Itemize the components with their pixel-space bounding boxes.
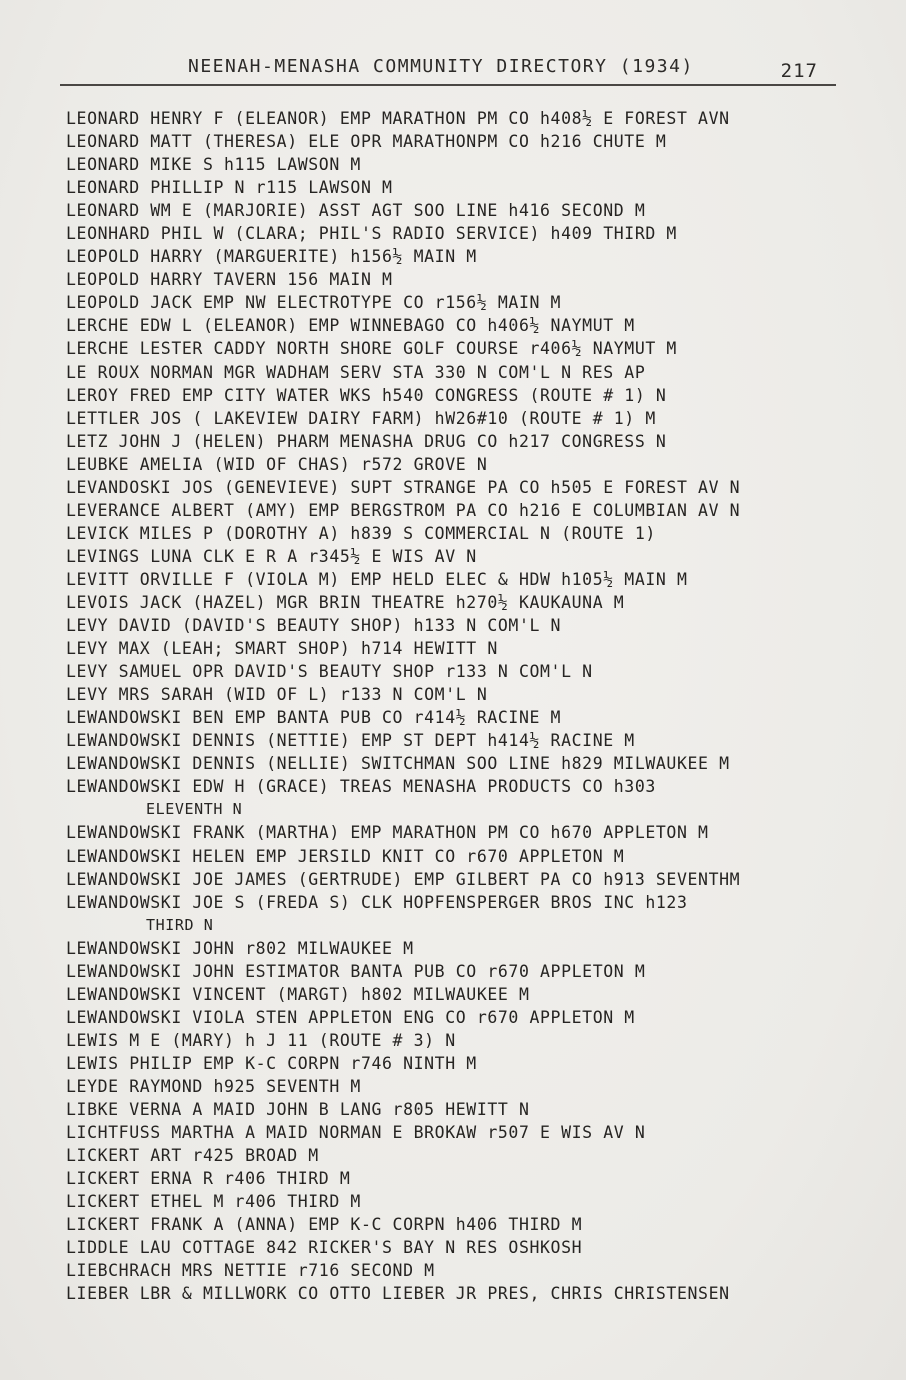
directory-entry: LIEBCHRACH MRS NETTIE r716 SECOND M xyxy=(66,1261,435,1281)
directory-entry: LEVY SAMUEL OPR DAVID'S BEAUTY SHOP r133 N COM'L N xyxy=(66,662,593,682)
directory-entry: LEONARD WM E (MARJORIE) ASST AGT SOO LINE h416 SECOND M xyxy=(66,201,646,221)
directory-entry: LEVOIS JACK (HAZEL) MGR BRIN THEATRE h270½ KAUKAUNA M xyxy=(66,592,625,612)
directory-entry: LEWANDOWSKI JOHN ESTIMATOR BANTA PUB CO r670 APPLETON M xyxy=(66,961,646,981)
directory-entry: LIEBER LBR & MILLWORK CO OTTO LIEBER JR PRES, CHRIS CHRISTENSEN xyxy=(66,1284,730,1304)
directory-entry: LICKERT FRANK A (ANNA) EMP K-C CORPN h406 THIRD M xyxy=(66,1215,583,1235)
directory-entry: LEUBKE AMELIA (WID OF CHAS) r572 GROVE N xyxy=(66,454,488,474)
directory-entry: LEONARD MIKE S h115 LAWSON M xyxy=(66,155,361,175)
directory-entry: LEONARD PHILLIP N r115 LAWSON M xyxy=(66,178,393,198)
directory-entry: LIDDLE LAU COTTAGE 842 RICKER'S BAY N RES OSHKOSH xyxy=(66,1238,583,1258)
page-number: 217 xyxy=(780,60,818,82)
directory-entry: LEVICK MILES P (DOROTHY A) h839 S COMMERCIAL N (ROUTE 1) xyxy=(66,523,656,543)
directory-entry: LEVERANCE ALBERT (AMY) EMP BERGSTROM PA CO h216 E COLUMBIAN AV N xyxy=(66,500,741,520)
directory-entry-continuation: ELEVENTH N xyxy=(146,800,243,819)
directory-entry: LEOPOLD JACK EMP NW ELECTROTYPE CO r156½ MAIN M xyxy=(66,293,562,313)
directory-entry: LEVY MAX (LEAH; SMART SHOP) h714 HEWITT N xyxy=(66,639,498,659)
directory-entry: LEONARD MATT (THERESA) ELE OPR MARATHONPM CO h216 CHUTE M xyxy=(66,132,667,152)
directory-entry: LEOPOLD HARRY TAVERN 156 MAIN M xyxy=(66,270,393,290)
directory-entry: LIBKE VERNA A MAID JOHN B LANG r805 HEWITT N xyxy=(66,1100,530,1120)
directory-entry: LERCHE EDW L (ELEANOR) EMP WINNEBAGO CO h406½ NAYMUT M xyxy=(66,316,635,336)
directory-entry: LEWIS M E (MARY) h J 11 (ROUTE # 3) N xyxy=(66,1030,456,1050)
directory-entry: LEVY DAVID (DAVID'S BEAUTY SHOP) h133 N COM'L N xyxy=(66,616,562,636)
directory-entry: LICHTFUSS MARTHA A MAID NORMAN E BROKAW r507 E WIS AV N xyxy=(66,1123,646,1143)
directory-entry: LEYDE RAYMOND h925 SEVENTH M xyxy=(66,1076,361,1096)
directory-entry: LEVY MRS SARAH (WID OF L) r133 N COM'L N xyxy=(66,685,488,705)
directory-entry: LICKERT ART r425 BROAD M xyxy=(66,1146,319,1166)
directory-entry: LETZ JOHN J (HELEN) PHARM MENASHA DRUG CO h217 CONGRESS N xyxy=(66,431,667,451)
directory-entry: LEONARD HENRY F (ELEANOR) EMP MARATHON PM CO h408½ E FOREST AVN xyxy=(66,109,730,128)
directory-entry: LEROY FRED EMP CITY WATER WKS h540 CONGRESS (ROUTE # 1) N xyxy=(66,385,667,405)
directory-entry: LEVITT ORVILLE F (VIOLA M) EMP HELD ELEC & HDW h105½ MAIN M xyxy=(66,569,688,589)
directory-entry: LEWANDOWSKI HELEN EMP JERSILD KNIT CO r670 APPLETON M xyxy=(66,846,625,866)
directory-listing xyxy=(66,107,856,1305)
directory-entry: LEVANDOSKI JOS (GENEVIEVE) SUPT STRANGE PA CO h505 E FOREST AV N xyxy=(66,477,741,497)
directory-entry: LEWANDOWSKI VINCENT (MARGT) h802 MILWAUKEE M xyxy=(66,984,530,1004)
directory-entry: LE ROUX NORMAN MGR WADHAM SERV STA 330 N COM'L N RES AP xyxy=(66,362,646,382)
directory-entry: LEWANDOWSKI BEN EMP BANTA PUB CO r414½ RACINE M xyxy=(66,708,562,728)
directory-entry: LEWANDOWSKI VIOLA STEN APPLETON ENG CO r670 APPLETON M xyxy=(66,1007,635,1027)
page-header xyxy=(60,48,840,88)
directory-entry: LERCHE LESTER CADDY NORTH SHORE GOLF COURSE r406½ NAYMUT M xyxy=(66,339,677,359)
directory-entry: LEONHARD PHIL W (CLARA; PHIL'S RADIO SERVICE) h409 THIRD M xyxy=(66,224,677,244)
directory-entry: LEWANDOWSKI EDW H (GRACE) TREAS MENASHA PRODUCTS CO h303 xyxy=(66,777,656,797)
directory-entry: LEWANDOWSKI JOE S (FREDA S) CLK HOPFENSPERGER BROS INC h123 xyxy=(66,892,688,912)
directory-entry: LICKERT ETHEL M r406 THIRD M xyxy=(66,1192,361,1212)
directory-entry: LEWIS PHILIP EMP K-C CORPN r746 NINTH M xyxy=(66,1053,477,1073)
header-rule xyxy=(60,84,836,86)
directory-entry: LEWANDOWSKI FRANK (MARTHA) EMP MARATHON PM CO h670 APPLETON M xyxy=(66,823,709,843)
directory-entry: LEWANDOWSKI JOHN r802 MILWAUKEE M xyxy=(66,938,414,958)
directory-entry: LEWANDOWSKI DENNIS (NETTIE) EMP ST DEPT h414½ RACINE M xyxy=(66,731,635,751)
directory-entry-continuation: THIRD N xyxy=(146,915,214,934)
directory-entry: LEVINGS LUNA CLK E R A r345½ E WIS AV N xyxy=(66,546,477,566)
directory-entry: LETTLER JOS ( LAKEVIEW DAIRY FARM) hW26#10 (ROUTE # 1) M xyxy=(66,408,656,428)
directory-entry: LEWANDOWSKI DENNIS (NELLIE) SWITCHMAN SOO LINE h829 MILWAUKEE M xyxy=(66,754,730,774)
directory-entry: LEWANDOWSKI JOE JAMES (GERTRUDE) EMP GILBERT PA CO h913 SEVENTHM xyxy=(66,869,741,889)
directory-entry: LEOPOLD HARRY (MARGUERITE) h156½ MAIN M xyxy=(66,247,477,267)
directory-entry: LICKERT ERNA R r406 THIRD M xyxy=(66,1169,351,1189)
page-title: NEENAH-MENASHA COMMUNITY DIRECTORY (1934) xyxy=(188,56,694,77)
